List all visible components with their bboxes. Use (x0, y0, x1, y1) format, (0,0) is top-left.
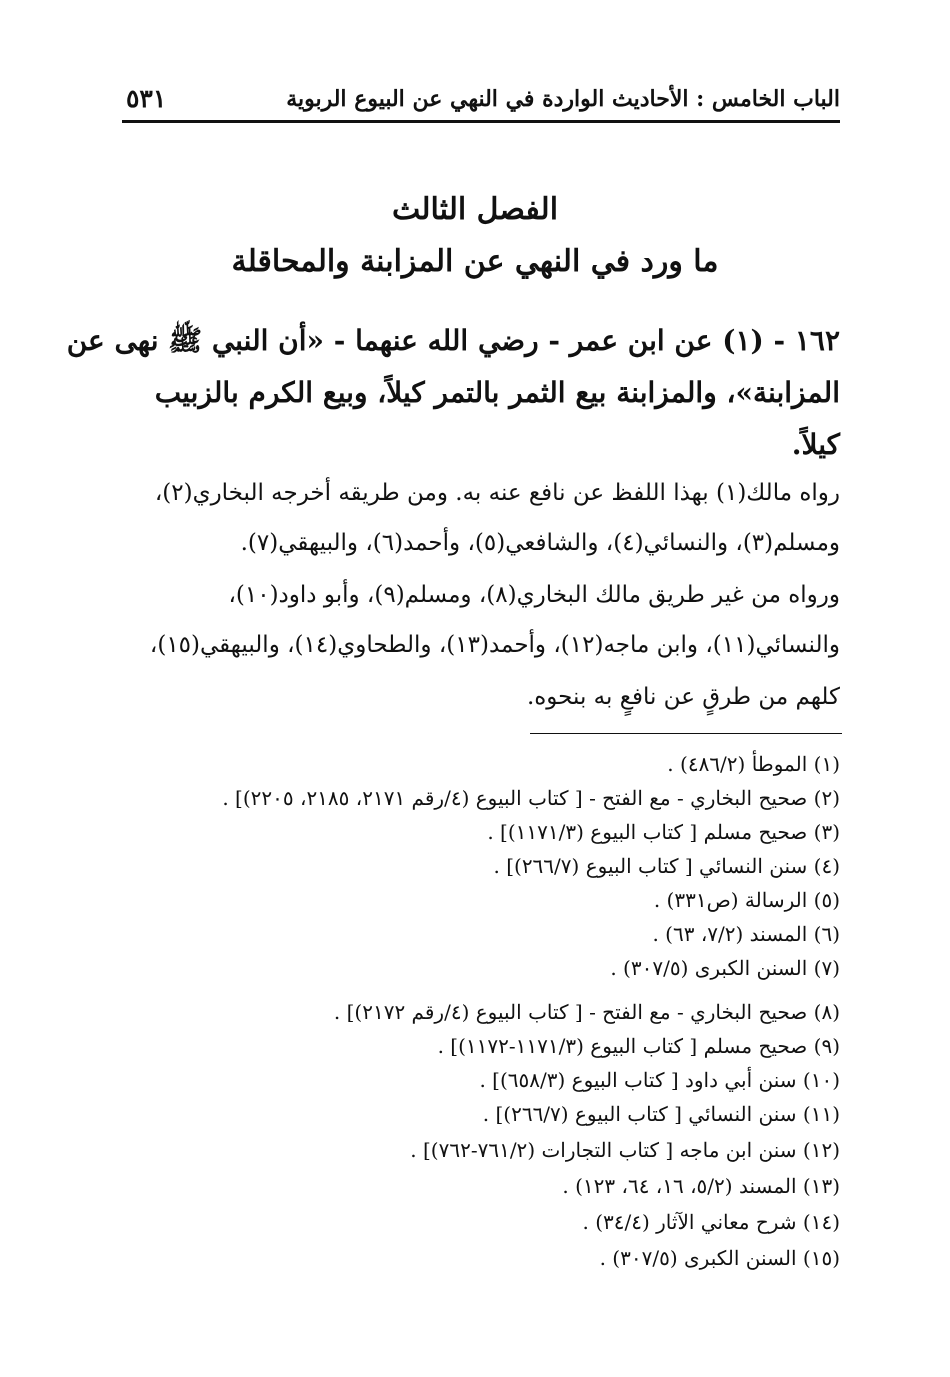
takhrij-line: كلهم من طرقٍ عن نافعٍ به بنحوه. (526, 684, 840, 710)
footnote: (١٢) سنن ابن ماجه [ كتاب التجارات (٧٦١/٢-٧٦٢)] . (410, 1138, 840, 1162)
section-title: الفصل الثالث (391, 192, 559, 227)
hadith-line: كيلاً. (791, 428, 840, 461)
footnote: (٢) صحيح البخاري - مع الفتح - [ كتاب البيوع (٤/رقم ٢١٧١، ٢١٨٥، ٢٢٠٥)] . (222, 786, 840, 810)
hadith-line: المزابنة»، والمزابنة بيع الثمر بالتمر كيلاً، وبيع الكرم بالزبيب (154, 376, 840, 409)
footnote: (٣) صحيح مسلم [ كتاب البيوع (١١٧١/٣)] . (487, 820, 840, 844)
running-header (122, 82, 840, 123)
takhrij-line: ومسلم(٣)، والنسائي(٤)، والشافعي(٥)، وأحمد(٦)، والبيهقي(٧). (240, 530, 840, 556)
footnote: (٦) المسند (٧/٢، ٦٣) . (652, 922, 840, 946)
footnote: (١٠) سنن أبي داود [ كتاب البيوع (٦٥٨/٣)] . (479, 1068, 840, 1092)
footnote: (١١) سنن النسائي [ كتاب البيوع (٢٦٦/٧)] . (482, 1102, 840, 1126)
hadith-line: ١٦٢ - (١) عن ابن عمر - رضي الله عنهما - «أن النبي ﷺ نهى عن (66, 324, 840, 357)
footnote: (٤) سنن النسائي [ كتاب البيوع (٢٦٦/٧)] . (493, 854, 840, 878)
footnote: (٩) صحيح مسلم [ كتاب البيوع (١١٧١/٣-١١٧٢)] . (437, 1034, 840, 1058)
takhrij-line: ورواه من غير طريق مالك البخاري(٨)، ومسلم(٩)، وأبو داود(١٠)، (228, 582, 840, 608)
footnote: (٥) الرسالة (ص٣٣١) . (653, 888, 840, 912)
page-number: ٥٣١ (126, 84, 167, 113)
footnote: (١٤) شرح معاني الآثار (٣٤/٤) . (582, 1210, 840, 1234)
takhrij-line: رواه مالك(١) بهذا اللفظ عن نافع عنه به. ومن طريقه أخرجه البخاري(٢)، (154, 480, 840, 506)
takhrij-line: والنسائي(١١)، وابن ماجه(١٢)، وأحمد(١٣)، والطحاوي(١٤)، والبيهقي(١٥)، (149, 632, 840, 658)
running-title: الباب الخامس : الأحاديث الواردة في النهي عن البيوع الربوية (286, 86, 840, 112)
footnote-divider (530, 733, 842, 734)
footnote: (٨) صحيح البخاري - مع الفتح - [ كتاب البيوع (٤/رقم ٢١٧٢)] . (333, 1000, 840, 1024)
footnote: (٧) السنن الكبرى (٣٠٧/٥) . (610, 956, 840, 980)
footnote: (١٥) السنن الكبرى (٣٠٧/٥) . (599, 1246, 840, 1270)
footnote: (١٣) المسند (٥/٢، ١٦، ٦٤، ١٢٣) . (562, 1174, 840, 1198)
section-subtitle: ما ورد في النهي عن المزابنة والمحاقلة (231, 244, 719, 279)
footnote: (١) الموطأ (٤٨٦/٢) . (667, 752, 840, 776)
